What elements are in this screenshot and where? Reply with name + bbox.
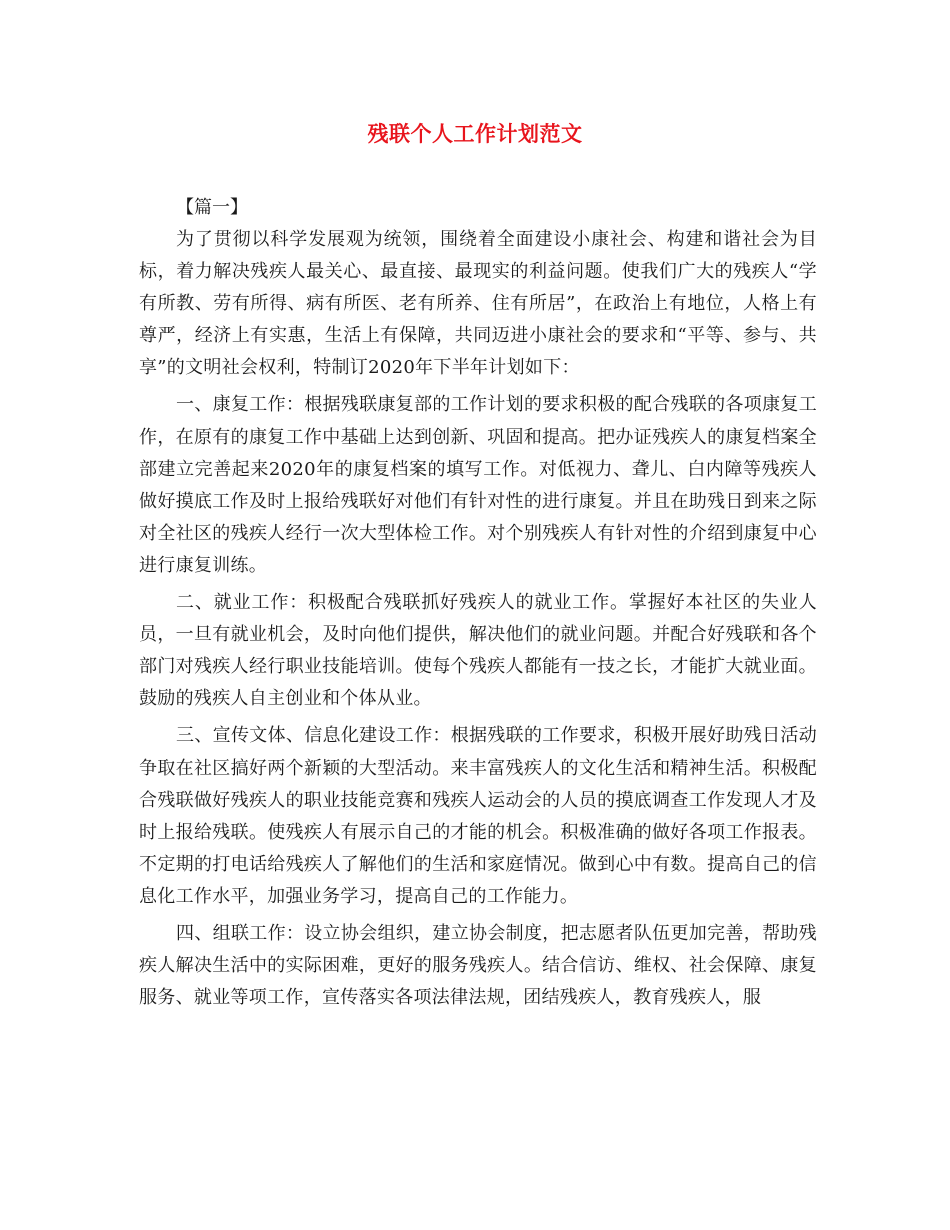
section-label: 【篇一】 [176,197,248,218]
paragraph-intro: 为了贯彻以科学发展观为统领，围绕着全面建设小康社会、构建和谐社会为目标，着力解决残疾人最关心、最直接、最现实的利益问题。使我们广大的残疾人“学有所教、劳有所得、病有所医、老有所养、住有所居”，在政治上有地位，人格上有尊严，经济上有实惠，生活上有保障，共同迈进小康社会的要求和“平等、参与、共享”的文明社会权利，特制订2020年下半年计划如下： [139,229,817,379]
paragraph-employment: 二、就业工作：积极配合残联抓好残疾人的就业工作。掌握好本社区的失业人员，一旦有就业机会，及时向他们提供，解决他们的就业问题。并配合好残联和各个部门对残疾人经行职业技能培训。使每个残疾人都能有一技之长，才能扩大就业面。鼓励的残疾人自主创业和个体从业。 [139,592,817,710]
document-title: 残联个人工作计划范文 [367,122,583,146]
paragraph-rehabilitation: 一、康复工作：根据残联康复部的工作计划的要求积极的配合残联的各项康复工作，在原有的康复工作中基础上达到创新、巩固和提高。把办证残疾人的康复档案全部建立完善起来2020年的康复档案的填写工作。对低视力、聋儿、白内障等残疾人做好摸底工作及时上报给残联好对他们有针对性的进行康复。并且在助残日到来之际对全社区的残疾人经行一次大型体检工作。对个别残疾人有针对性的介绍到康复中心进行康复训练。 [139,394,817,576]
document-body [139,224,817,1014]
paragraph-organization: 四、组联工作：设立协会组织，建立协会制度，把志愿者队伍更加完善，帮助残疾人解决生活中的实际困难，更好的服务残疾人。结合信访、维权、社会保障、康复服务、就业等项工作，宣传落实各项法律法规，团结残疾人，教育残疾人，服 [139,922,817,1009]
paragraph-publicity: 三、宣传文体、信息化建设工作：根据残联的工作要求，积极开展好助残日活动争取在社区搞好两个新颖的大型活动。来丰富残疾人的文化生活和精神生活。积极配合残联做好残疾人的职业技能竞赛和残疾人运动会的人员的摸底调查工作发现人才及时上报给残联。使残疾人有展示自己的才能的机会。积极准确的做好各项工作报表。不定期的打电话给残疾人了解他们的生活和家庭情况。做到心中有数。提高自己的信息化工作水平，加强业务学习，提高自己的工作能力。 [139,725,817,907]
